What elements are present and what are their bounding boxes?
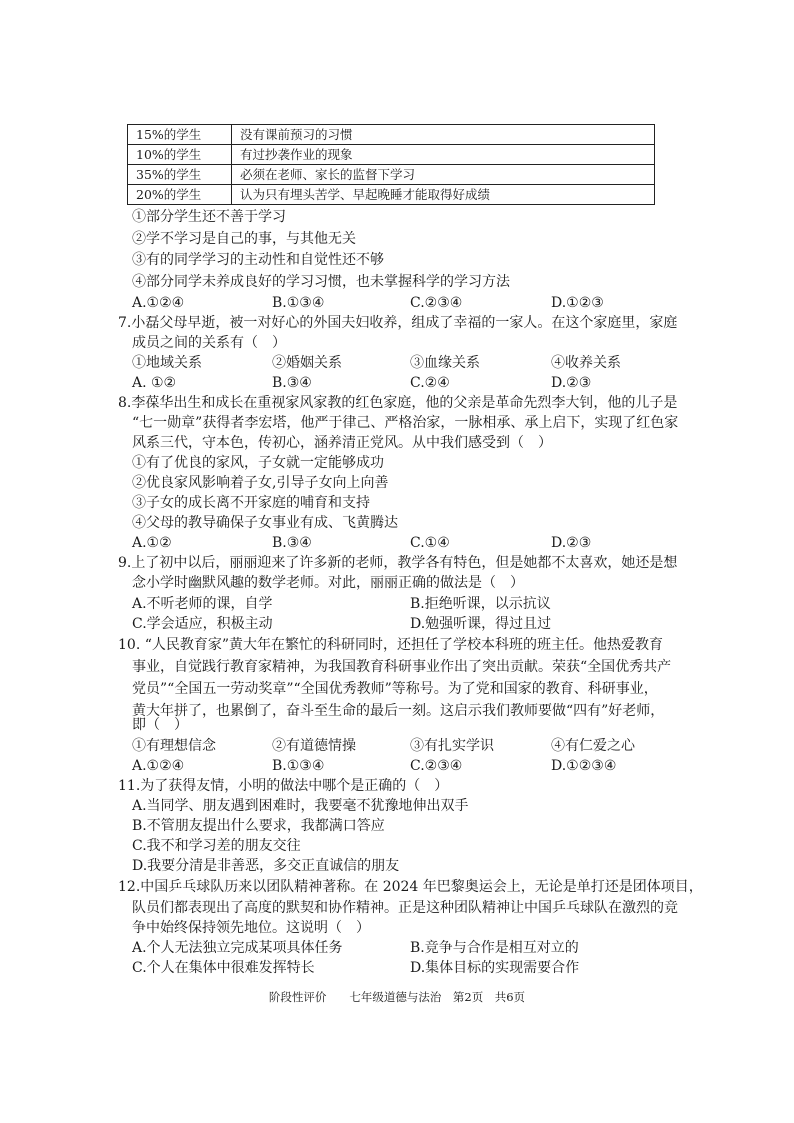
q7-item: ③血缘关系 bbox=[410, 355, 480, 371]
table-row bbox=[128, 125, 655, 145]
q8-stem: 风系三代，守本色，传初心，涵养清正党风。从中我们感受到（ ） bbox=[132, 435, 552, 451]
q10-option-a: A.①②④ bbox=[132, 758, 185, 774]
table-row bbox=[128, 185, 655, 205]
q12-option-c: C.个人在集体中很难发挥特长 bbox=[132, 960, 315, 976]
q7-item: ④收养关系 bbox=[551, 355, 621, 371]
q8-item: ①有了优良的家风，子女就一定能够成功 bbox=[132, 455, 384, 471]
q7-stem: 成员之间的关系有（ ） bbox=[132, 335, 286, 351]
table-cell-desc: 有过抄袭作业的现象 bbox=[232, 145, 655, 165]
q11-option-c: C.我不和学习差的朋友交往 bbox=[132, 838, 301, 854]
q6-option-b: B.①③④ bbox=[272, 295, 325, 311]
q6-item: ①部分学生还不善于学习 bbox=[132, 209, 286, 225]
table-cell-group: 10%的学生 bbox=[128, 145, 232, 165]
q8-option-c: C.①④ bbox=[410, 535, 450, 551]
q10-stem: 10. “人民教育家”黄大年在繁忙的科研同时，还担任了学校本科班的班主任。他热爱教育 bbox=[118, 637, 664, 653]
q8-item: ③子女的成长离不开家庭的哺育和支持 bbox=[132, 495, 370, 511]
q7-item: ①地域关系 bbox=[132, 355, 202, 371]
q9-option-c: C.学会适应，积极主动 bbox=[132, 616, 273, 632]
q7-option-c: C.②④ bbox=[410, 375, 450, 391]
q8-stem: 8.李葆华出生和成长在重视家风家教的红色家庭，他的父亲是革命先烈李大钊，他的儿子是 bbox=[118, 395, 678, 411]
q6-option-a: A.①②④ bbox=[132, 295, 185, 311]
q11-option-b: B.不管朋友提出什么要求，我都满口答应 bbox=[132, 818, 385, 834]
survey-table bbox=[127, 124, 655, 205]
q8-option-b: B.③④ bbox=[272, 535, 312, 551]
q12-stem: 12.中国乒乓球队历来以团队精神著称。在 2024 年巴黎奥运会上，无论是单打还是团体项目， bbox=[118, 879, 703, 895]
q6-option-d: D.①②③ bbox=[551, 295, 604, 311]
q11-option-a: A.当同学、朋友遇到困难时，我要毫不犹豫地伸出双手 bbox=[132, 798, 469, 814]
q9-stem: 9.上了初中以后，丽丽迎来了许多新的老师，教学各有特色，但是她都不太喜欢，她还是想 bbox=[118, 555, 678, 571]
table-cell-group: 35%的学生 bbox=[128, 165, 232, 185]
q7-item: ②婚姻关系 bbox=[272, 355, 342, 371]
q10-option-c: C.②③④ bbox=[410, 758, 463, 774]
table-cell-desc: 没有课前预习的习惯 bbox=[232, 125, 655, 145]
q12-stem: 队员们都表现出了高度的默契和协作精神。正是这种团队精神让中国乒乓球队在激烈的竞 bbox=[132, 900, 678, 916]
q7-option-a: A. ①② bbox=[132, 375, 177, 391]
q10-stem: 黄大年拼了，也累倒了，奋斗至生命的最后一刻。这启示我们教师要做“四有”好老师， bbox=[132, 703, 665, 719]
q9-option-b: B.拒绝听课，以示抗议 bbox=[410, 596, 551, 612]
q8-item: ②优良家风影响着子女,引导子女向上向善 bbox=[132, 475, 389, 491]
q8-stem: “七一勋章”获得者李宏塔，他严于律己、严格治家，一脉相承、承上启下，实现了红色家 bbox=[132, 415, 679, 431]
q9-option-a: A.不听老师的课，自学 bbox=[132, 596, 273, 612]
q6-option-c: C.②③④ bbox=[410, 295, 463, 311]
q6-item: ③有的同学学习的主动性和自觉性还不够 bbox=[132, 252, 384, 268]
table-row bbox=[128, 165, 655, 185]
q10-item: ③有扎实学识 bbox=[410, 738, 494, 754]
q12-stem: 争中始终保持领先地位。这说明（ ） bbox=[132, 920, 370, 936]
q12-option-a: A.个人无法独立完成某项具体任务 bbox=[132, 940, 343, 956]
q6-item: ②学不学习是自己的事，与其他无关 bbox=[132, 231, 356, 247]
q8-option-a: A.①② bbox=[132, 535, 172, 551]
table-cell-group: 15%的学生 bbox=[128, 125, 232, 145]
q10-stem: 事业，自觉践行教育家精神，为我国教育科研事业作出了突出贡献。荣获“全国优秀共产 bbox=[132, 659, 672, 675]
q12-option-d: D.集体目标的实现需要合作 bbox=[410, 960, 580, 976]
q10-option-d: D.①②③④ bbox=[551, 758, 617, 774]
table-row bbox=[128, 145, 655, 165]
q6-item: ④部分同学未养成良好的学习习惯，也未掌握科学的学习方法 bbox=[132, 274, 510, 290]
table-cell-desc: 认为只有埋头苦学、早起晚睡才能取得好成绩 bbox=[232, 185, 655, 205]
q10-item: ②有道德情操 bbox=[272, 738, 356, 754]
q11-stem: 11.为了获得友情，小明的做法中哪个是正确的（ ） bbox=[118, 778, 449, 794]
q7-stem: 7.小磊父母早逝，被一对好心的外国夫妇收养，组成了幸福的一家人。在这个家庭里，家庭 bbox=[118, 315, 678, 331]
q10-option-b: B.①③④ bbox=[272, 758, 325, 774]
q10-item: ④有仁爱之心 bbox=[551, 738, 635, 754]
q9-option-d: D.勉强听课，得过且过 bbox=[410, 616, 552, 632]
q11-option-d: D.我要分清是非善恶，多交正直诚信的朋友 bbox=[132, 858, 400, 874]
q8-option-d: D.②③ bbox=[551, 535, 592, 551]
q8-item: ④父母的教导确保子女事业有成、飞黄腾达 bbox=[132, 515, 398, 531]
q7-option-b: B.③④ bbox=[272, 375, 312, 391]
q10-item: ①有理想信念 bbox=[132, 738, 216, 754]
q10-stem: 党员”“全国五一劳动奖章”“全国优秀教师”等称号。为了党和国家的教育、科研事业， bbox=[132, 681, 658, 697]
table-cell-group: 20%的学生 bbox=[128, 185, 232, 205]
table-cell-desc: 必须在老师、家长的监督下学习 bbox=[232, 165, 655, 185]
q9-stem: 念小学时幽默风趣的数学老师。对此，丽丽正确的做法是（ ） bbox=[132, 575, 524, 591]
q7-option-d: D.②③ bbox=[551, 375, 592, 391]
q12-option-b: B.竞争与合作是相互对立的 bbox=[410, 940, 579, 956]
q10-stem: 即（ ） bbox=[132, 717, 188, 733]
page-footer: 阶段性评价 七年级道德与法治 第2页 共6页 bbox=[268, 990, 526, 1004]
